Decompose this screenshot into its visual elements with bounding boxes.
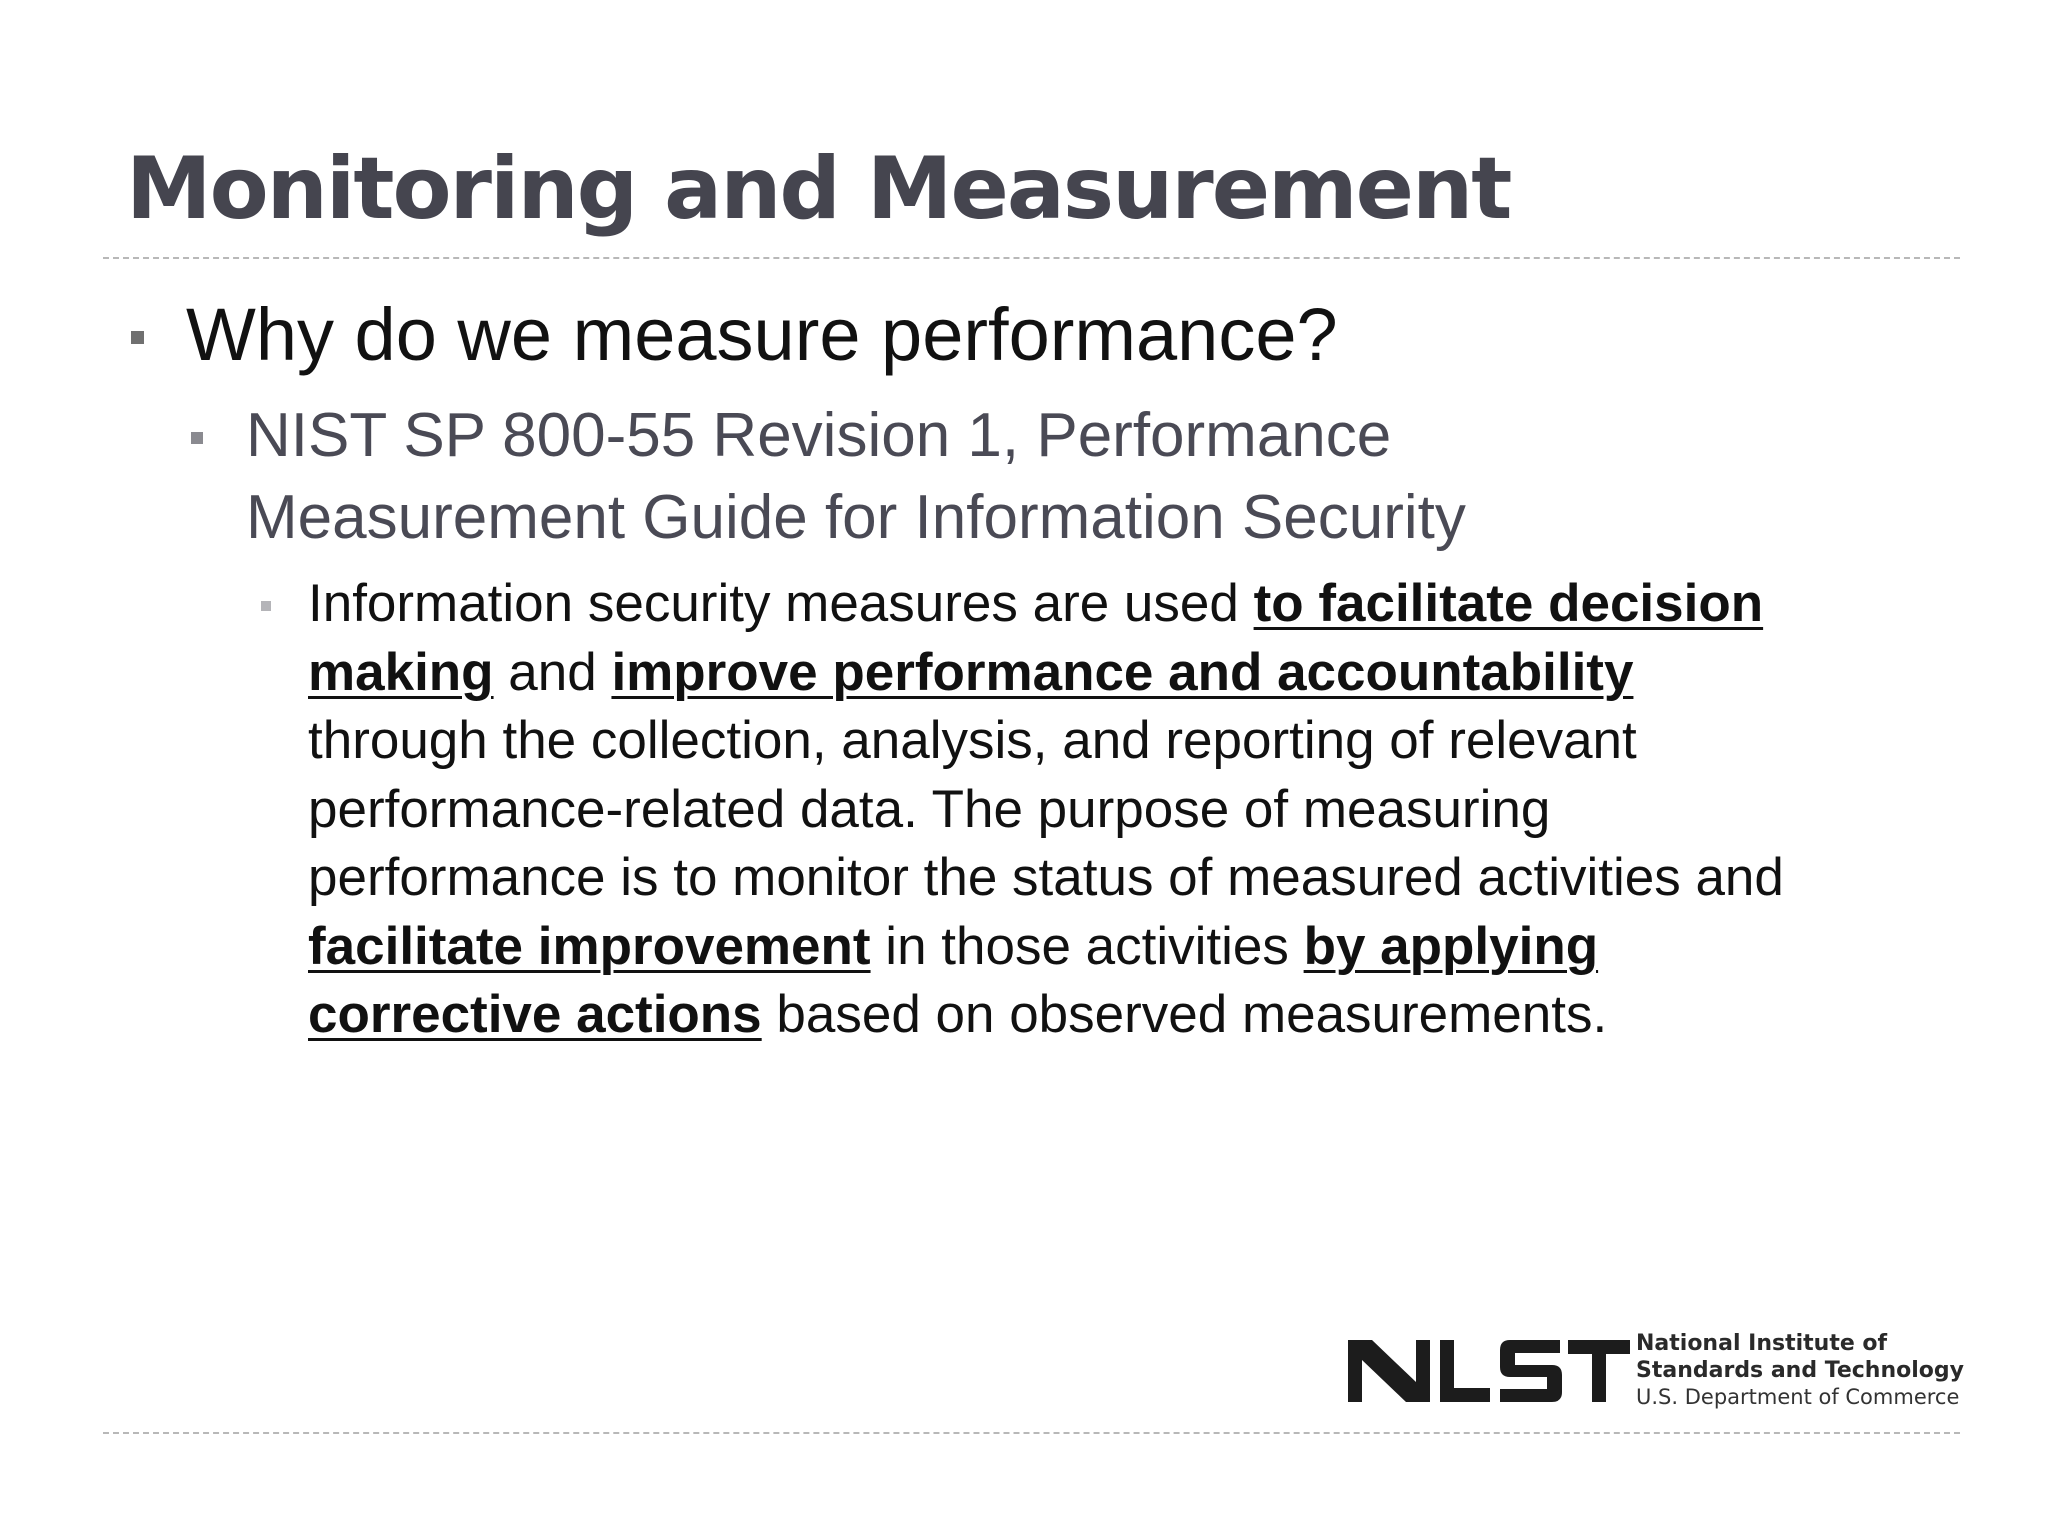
footer-divider [103, 1432, 1960, 1434]
emphasis-text: making [308, 642, 494, 702]
bullet-marker-level2 [191, 432, 203, 444]
text-run: based on observed measurements. [761, 985, 1608, 1044]
slide-title: Monitoring and Measurement [126, 139, 1511, 239]
text-run: and [493, 642, 612, 702]
paragraph-line [308, 570, 1968, 639]
logo-line: National Institute of [1636, 1331, 1888, 1356]
bullet-level1-text: Why do we measure performance? [186, 293, 1338, 376]
bullet-level2-line: Measurement Guide for Information Security [246, 483, 1466, 552]
nist-wordmark-icon [1340, 1320, 1630, 1420]
bullet-marker-level1 [131, 331, 144, 344]
emphasis-text: improve performance and accountability [611, 642, 1634, 702]
bullet-level3-text [308, 570, 1968, 1050]
emphasis-text: facilitate improvement [308, 916, 871, 976]
nist-logo-text [1636, 1330, 1964, 1411]
paragraph-line: performance-related data. The purpose of measuring [308, 779, 1551, 839]
emphasis-text: by applying [1303, 916, 1599, 976]
bullet-marker-level3 [261, 601, 271, 611]
bullet-level2-text [246, 395, 1946, 559]
emphasis-text: corrective actions [308, 985, 762, 1044]
title-divider [103, 257, 1960, 259]
emphasis-text: to facilitate decision [1253, 574, 1764, 633]
text-run: in those activities [870, 916, 1304, 976]
logo-line: U.S. Department of Commerce [1636, 1385, 1960, 1409]
nist-logo [1340, 1320, 1980, 1420]
bullet-level2-line: NIST SP 800-55 Revision 1, Performance [246, 401, 1392, 470]
paragraph-line: through the collection, analysis, and reporting of relevant [308, 711, 1637, 770]
paragraph-line [308, 913, 1968, 982]
text-run: Information security measures are used [308, 574, 1254, 633]
paragraph-line [308, 981, 1968, 1050]
paragraph-line [308, 639, 1968, 708]
paragraph-line: performance is to monitor the status of measured activities and [308, 848, 1784, 907]
logo-line: Standards and Technology [1636, 1358, 1964, 1383]
